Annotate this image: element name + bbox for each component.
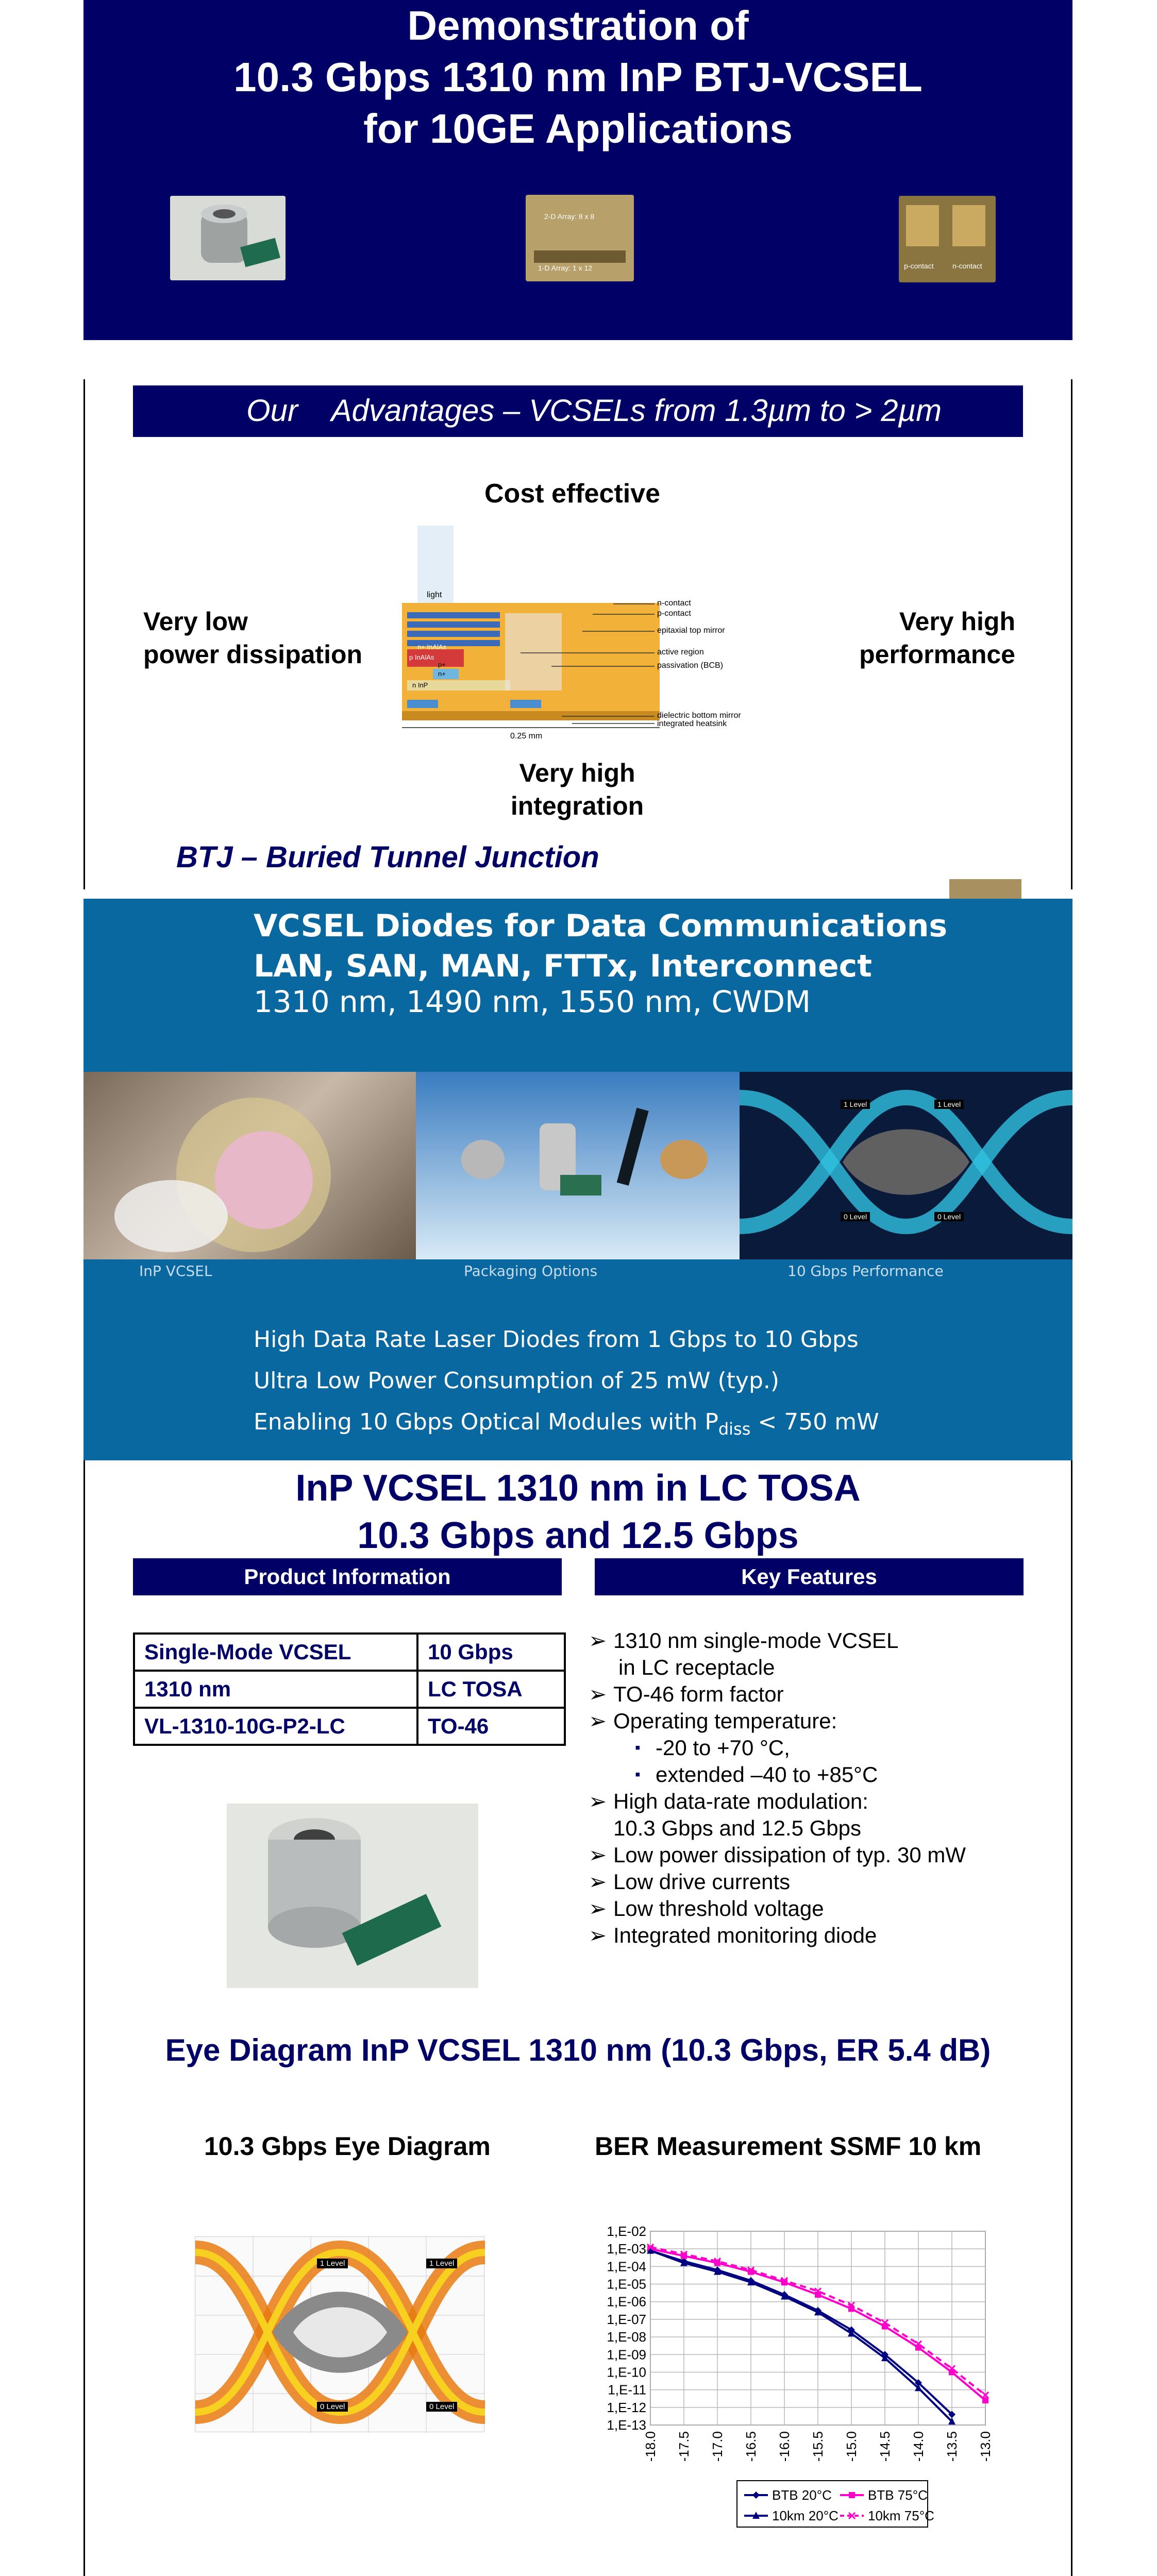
slide1-title-panel <box>83 0 1072 340</box>
feature-power: Ultra Low Power Consumption of 25 mW (typ.) <box>254 1368 780 1394</box>
key-features-header: Key Features <box>595 1558 1024 1595</box>
feature-modules-suffix: < 750 mW <box>750 1409 879 1435</box>
n-contact-pad <box>952 205 985 246</box>
ber-subtitle: BER Measurement SSMF 10 km <box>595 2132 982 2161</box>
low-power-line: power dissipation <box>143 640 363 669</box>
eye-one-level-left: 1 Level <box>841 1100 870 1109</box>
packaging-options-photo <box>416 1072 740 1259</box>
high-integration-label <box>495 756 660 822</box>
y-tick-label: 1,E-05 <box>607 2276 646 2292</box>
x-tick-label: -14.5 <box>877 2431 893 2462</box>
legend-label: BTB 75°C <box>868 2487 928 2503</box>
list-item: ▪ -20 to +70 °C, <box>589 1735 1042 1761</box>
slide2-border-right <box>1071 379 1072 889</box>
x-tick-label: -18.0 <box>643 2431 658 2462</box>
legend-marker <box>849 2492 855 2498</box>
n-contact-label: n-contact <box>657 599 691 608</box>
eye-one-level-right: 1 Level <box>934 1100 964 1109</box>
key-features-list <box>589 1627 1042 1949</box>
y-tick-label: 1,E-03 <box>607 2241 646 2257</box>
list-item: ➢ Low drive currents <box>589 1868 1042 1895</box>
table-cell: VL-1310-10G-P2-LC <box>134 1708 417 1745</box>
eye-diagram-title: Eye Diagram InP VCSEL 1310 nm (10.3 Gbps, ER 5.4 dB) <box>165 2033 991 2067</box>
y-tick-label: 1,E-07 <box>607 2311 646 2327</box>
p-inalas-label: p InAlAs <box>409 653 434 661</box>
n-inalas-label: n+ InAlAs <box>417 643 447 651</box>
list-item: ➢ Integrated monitoring diode <box>589 1922 1042 1949</box>
high-integration-line: Very high <box>519 759 635 787</box>
array-chip-photo <box>526 195 634 281</box>
datacom-heading-line: LAN, SAN, MAN, FTTx, Interconnect <box>254 948 872 984</box>
y-tick-label: 1,E-10 <box>607 2364 646 2380</box>
feature-modules <box>254 1409 879 1439</box>
legend-label: BTB 20°C <box>772 2487 832 2503</box>
slide4-border-left <box>83 1460 85 2576</box>
passivation-label: passivation (BCB) <box>657 661 724 670</box>
y-tick-label: 1,E-04 <box>607 2259 646 2275</box>
x-tick-label: -15.5 <box>810 2431 826 2462</box>
slide4-border-right <box>1071 1460 1072 2576</box>
table-row <box>134 1708 565 1745</box>
light-label: light <box>427 591 442 599</box>
legend-label: 10km 20°C <box>772 2508 839 2523</box>
datacom-heading-line: VCSEL Diodes for Data Communications <box>254 908 948 944</box>
table-row <box>134 1671 565 1708</box>
caption-inp-vcsel: InP VCSEL <box>139 1262 212 1279</box>
wafer-illustration <box>83 1072 416 1259</box>
vcsel-datacom-slide <box>83 899 1072 1460</box>
top-mirror-label: epitaxial top mirror <box>657 626 725 635</box>
advantages-banner-text: Our Advantages – VCSELs from 1.3µm to > 2µm <box>246 393 942 428</box>
product-info-header: Product Information <box>133 1558 562 1595</box>
list-item: ➢ Low power dissipation of typ. 30 mW <box>589 1842 1042 1868</box>
wavelengths-text: 1310 nm, 1490 nm, 1550 nm, CWDM <box>254 984 811 1019</box>
list-item <box>589 1788 1042 1842</box>
lc-tosa-photo <box>227 1804 478 1988</box>
eye-one-level-left: 1 Level <box>317 2259 348 2268</box>
tosa-title-line: InP VCSEL 1310 nm in LC TOSA <box>295 1468 861 1509</box>
eye-zero-level-right: 0 Level <box>426 2402 457 2412</box>
ber-chart <box>588 2216 1000 2535</box>
y-tick-label: 1,E-06 <box>607 2294 646 2310</box>
x-tick-label: -16.5 <box>743 2431 759 2462</box>
y-tick-label: 1,E-02 <box>607 2224 646 2239</box>
p-contact-label: p-contact <box>657 609 691 618</box>
cost-effective-label: Cost effective <box>484 479 660 509</box>
x-tick-label: -17.0 <box>710 2431 725 2462</box>
tosa-illustration <box>170 196 286 280</box>
eye-zero-level-right: 0 Level <box>934 1212 964 1221</box>
x-tick-label: -17.5 <box>676 2431 692 2462</box>
low-power-label <box>143 605 362 671</box>
bullet-text: ➢ 1310 nm single-mode VCSEL <box>613 1628 899 1653</box>
inp-vcsel-photo <box>83 1072 416 1259</box>
high-perf-line: performance <box>859 640 1015 669</box>
high-performance-label <box>814 605 1015 671</box>
packages-illustration <box>416 1072 740 1259</box>
x-tick-label: -13.5 <box>944 2431 960 2462</box>
eye-zero-level-left: 0 Level <box>317 2402 348 2412</box>
list-item <box>589 1627 1042 1681</box>
n-plus-label: n+ <box>438 670 446 678</box>
advantages-banner <box>133 385 1023 437</box>
tosa-title <box>85 1464 1071 1559</box>
table-row <box>134 1634 565 1671</box>
performance-eye-photo <box>740 1072 1072 1259</box>
tosa-title-line: 10.3 Gbps and 12.5 Gbps <box>357 1515 799 1556</box>
table-cell: TO-46 <box>417 1708 565 1745</box>
feature-modules-sub: diss <box>718 1419 751 1439</box>
eye-one-level-right: 1 Level <box>426 2259 457 2268</box>
list-item: ➢ Operating temperature: <box>589 1708 1042 1735</box>
x-tick-label: -13.0 <box>978 2431 993 2462</box>
bottom-mirror-label: dielectric bottom mirror <box>657 711 741 720</box>
chip-thumbnail <box>949 879 1021 900</box>
table-cell: LC TOSA <box>417 1671 565 1708</box>
feature-data-rate: High Data Rate Laser Diodes from 1 Gbps to 10 Gbps <box>254 1326 859 1353</box>
active-region-label: active region <box>657 648 704 656</box>
eye-illustration-small <box>740 1072 1072 1259</box>
y-tick-label: 1,E-12 <box>607 2399 646 2415</box>
array-1d-label: 1-D Array: 1 x 12 <box>538 264 593 272</box>
slide1-title-line: for 10GE Applications <box>363 106 793 151</box>
caption-packaging: Packaging Options <box>464 1262 598 1279</box>
legend-label: 10km 75°C <box>868 2508 934 2523</box>
eye-diagram-subtitle: 10.3 Gbps Eye Diagram <box>204 2132 491 2161</box>
p-plus-label: p+ <box>438 661 446 668</box>
product-info-table <box>133 1632 566 1746</box>
eye-diagram-image <box>195 2236 484 2432</box>
low-power-line: Very low <box>143 607 248 636</box>
heatsink-label: integrated heatsink <box>657 719 727 728</box>
contact-chip-photo <box>899 196 996 282</box>
list-item: ▪ extended –40 to +85°C <box>589 1761 1042 1788</box>
array-2d-label: 2-D Array: 8 x 8 <box>544 212 595 221</box>
lc-tosa-illustration <box>227 1804 478 1988</box>
bullet-continuation: in LC receptacle <box>618 1655 775 1679</box>
y-tick-label: 1,E-08 <box>607 2329 646 2345</box>
slide2-border-left <box>83 379 85 889</box>
x-tick-label: -15.0 <box>844 2431 859 2462</box>
y-tick-label: 1,E-13 <box>607 2417 646 2433</box>
n-contact-label: n-contact <box>952 262 982 270</box>
bullet-text: ➢ High data-rate modulation: <box>613 1789 868 1813</box>
p-contact-label: p-contact <box>904 262 934 270</box>
caption-performance: 10 Gbps Performance <box>787 1262 944 1279</box>
table-cell: 10 Gbps <box>417 1634 565 1671</box>
n-inp-label: n InP <box>412 681 428 689</box>
slide1-title <box>83 0 1072 155</box>
list-item: ➢ Low threshold voltage <box>589 1895 1042 1922</box>
table-cell: 1310 nm <box>134 1671 417 1708</box>
btj-label: BTJ – Buried Tunnel Junction <box>176 840 599 874</box>
p-contact-pad <box>906 205 939 246</box>
x-tick-label: -16.0 <box>777 2431 792 2462</box>
eye-zero-level-left: 0 Level <box>841 1212 870 1221</box>
list-item: ➢ TO-46 form factor <box>589 1681 1042 1708</box>
datacom-heading <box>254 906 947 986</box>
vcsel-structure-diagram <box>397 526 768 752</box>
feature-modules-prefix: Enabling 10 Gbps Optical Modules with P <box>254 1409 718 1435</box>
y-tick-label: 1,E-11 <box>608 2382 646 2398</box>
tosa-photo <box>170 196 286 280</box>
table-cell: Single-Mode VCSEL <box>134 1634 417 1671</box>
ber-chart-svg <box>588 2216 1000 2535</box>
bullet-continuation: 10.3 Gbps and 12.5 Gbps <box>613 1816 862 1840</box>
high-perf-line: Very high <box>899 607 1015 636</box>
y-tick-label: 1,E-09 <box>607 2347 646 2363</box>
array-strip <box>534 250 626 263</box>
slide1-title-line: 10.3 Gbps 1310 nm InP BTJ-VCSEL <box>233 54 923 100</box>
x-tick-label: -14.0 <box>911 2431 926 2462</box>
scale-label: 0.25 mm <box>510 732 543 740</box>
high-integration-line: integration <box>510 792 644 820</box>
slide1-title-line: Demonstration of <box>407 3 749 48</box>
